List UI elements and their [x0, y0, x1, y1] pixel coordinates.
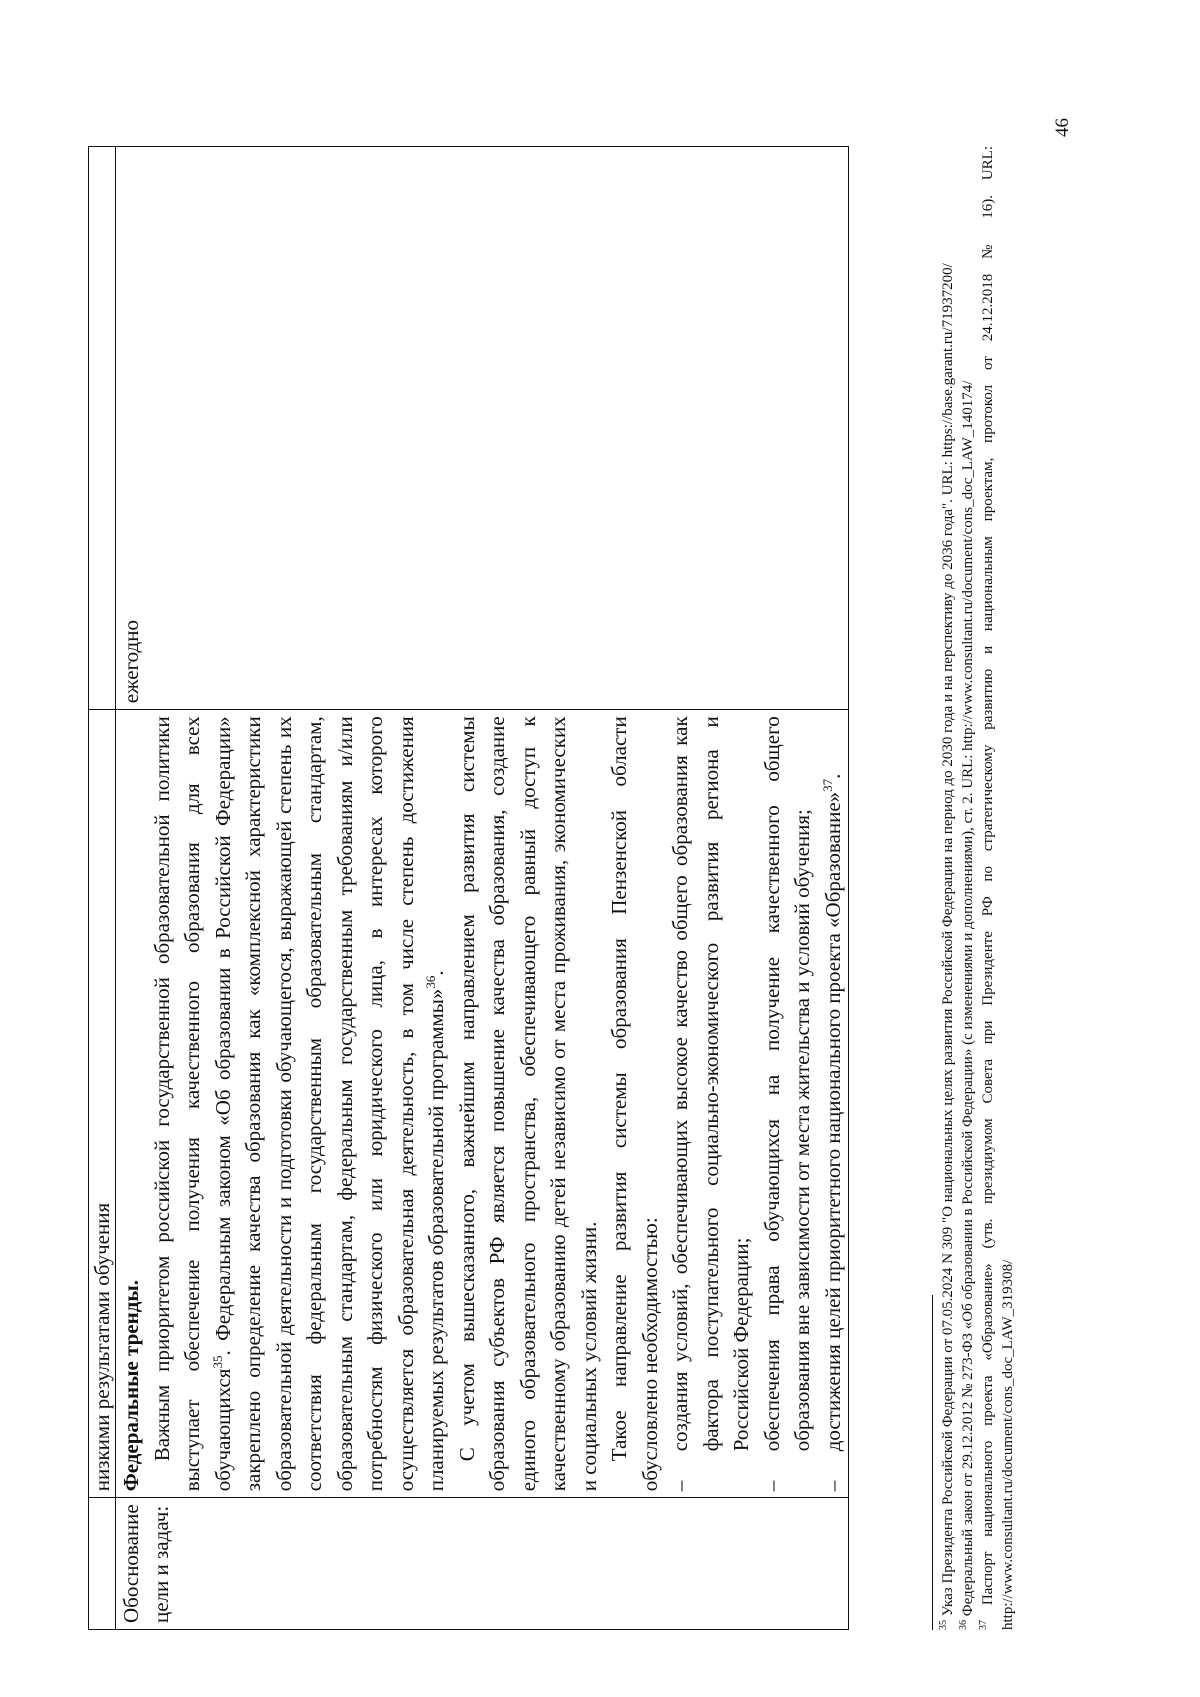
list-dash: –: [820, 1480, 845, 1492]
footnote-ref: 36: [423, 975, 438, 989]
footnote-text: Федеральный закон от 29.12.2012 № 273-ФЗ «Об образовании в Российской Федерации» (с изменениями и дополнениями), ст. 2. URL: http://www.consultant.ru/document/cons_doc_LAW_140174/: [960, 380, 976, 1617]
footnote-text: Паспорт национального проекта «Образование» (утв. президиумом Совета при Президенте РФ по стратегическому развитию и национальным проектам, протокол от 24.12.2018 № 16). URL: http://www.consultant.ru/document/cons_doc_LAW_319308/: [980, 145, 1016, 1630]
footnote: [958, 146, 978, 1630]
footnotes: [938, 146, 1018, 1630]
paragraph: Такое направление развития системы образования Пензенской области обусловлено необходимостью:: [607, 716, 662, 1492]
footnote: [978, 146, 1018, 1630]
table-cell-empty: [89, 147, 116, 710]
footnote-ref: 35: [209, 1355, 225, 1369]
footnote-text: Указ Президента Российской Федерации от 07.05.2024 N 309 "О национальных целях развития Российской Федерации на период до 2030 года и на перспективу до 2036 года". URL: https://base.garant.ru/71937200/: [940, 263, 956, 1617]
footnote-number: 37: [978, 1620, 989, 1630]
list-item-text: создания условий, обеспечивающих высокое качество общего образования как фактора поступательного социально-экономического развития региона и Российской Федерации;: [668, 716, 753, 1452]
footnote: [938, 146, 958, 1630]
footnote-number: 36: [958, 1620, 969, 1630]
paragraph-text: . Федеральным законом «Об образовании в Российской Федерации» закреплено определение качества образования как «комплексной характеристики образовательной деятельности и подготовки обучающегося, выражающей степень их соответствия федеральным государственным образовательным стандартам, образовательным стандартам, федеральным государственным требованиям и/или потребностям физического или юридического лица, в интересах которого осуществляется образовательная деятельность, в том числе степень достижения планируемых результатов образовательной программы»: [210, 716, 448, 1492]
list-item-text-part: достижения целей приоритетного национального проекта «Образование»: [820, 791, 845, 1452]
footnote-ref: 37: [819, 778, 835, 792]
document-table: [88, 146, 849, 1630]
paragraph-text: .: [424, 970, 448, 976]
list-item-text: обеспечения права обучающихся на получение качественного общего образования вне зависимости от места жительства и условий обучения;: [759, 716, 814, 1452]
paragraph: [147, 716, 452, 1491]
table-cell: низкими результатами обучения: [89, 710, 116, 1498]
paragraph: С учетом вышесказанного, важнейшим направлением развития системы образования субъектов РФ является повышение качества образования, создание единого образовательного пространства, обеспечивающего равный доступ к качественному образованию детей независимо от места проживания, экономических и социальных условий жизни.: [454, 716, 601, 1492]
list-item: [818, 716, 849, 1491]
justification-cell: [116, 710, 849, 1498]
row-label: Обоснование цели и задач:: [116, 1498, 849, 1630]
paragraph-text: Важным приоритетом российской государственной образовательной политики выступает обеспечение получения качественного образования для всех обучающихся: [149, 716, 235, 1492]
list-item-text-part: .: [820, 773, 845, 779]
list-item-text: [818, 716, 849, 1451]
period-cell: ежегодно: [116, 147, 849, 710]
footnote-divider: [932, 1295, 933, 1630]
list-item: [665, 716, 757, 1491]
list-dash: –: [668, 1480, 692, 1492]
table-row: [89, 147, 116, 1630]
rotated-page: [0, 87, 1150, 1697]
list-item: [757, 716, 818, 1491]
footnote-number: 35: [938, 1620, 949, 1630]
list-dash: –: [759, 1480, 784, 1492]
page-number: 46: [1052, 118, 1073, 137]
section-heading: Федеральные тренды.: [119, 1280, 143, 1492]
table-row: [116, 147, 849, 1630]
table-cell-empty: [89, 1498, 116, 1630]
